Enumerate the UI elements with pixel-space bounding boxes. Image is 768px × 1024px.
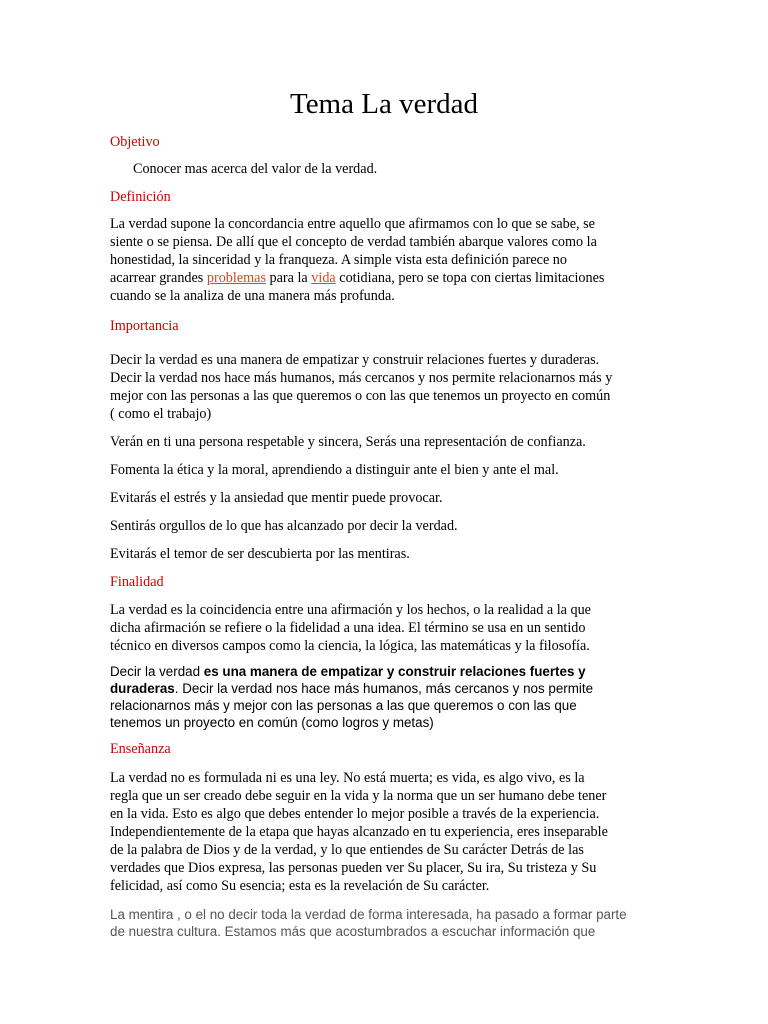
finalidad-paragraph <box>110 601 670 655</box>
link-problemas[interactable]: problemas <box>206 270 266 286</box>
text-line: relacionarnos más y mejor con las personas a las que queremos o con las que <box>110 698 577 713</box>
heading-finalidad: Finalidad <box>110 574 164 590</box>
text-line: felicidad, así como Su esencia; esta es la revelación de Su carácter. <box>110 878 490 894</box>
text-line: dicha afirmación se refiere o la fidelidad a una idea. El término se usa en un sentido <box>110 620 586 636</box>
link-vida[interactable]: vida <box>311 270 336 286</box>
text-line: verdades que Dios expresa, las personas pueden ver Su placer, Su ira, Su tristeza y Su <box>110 860 597 876</box>
ensenanza-paragraph <box>110 769 670 895</box>
text-line: La verdad supone la concordancia entre aquello que afirmamos con lo que se sabe, se <box>110 216 595 232</box>
text-line: en la vida. Esto es algo que debes entender lo mejor posible a través de la experiencia. <box>110 806 600 822</box>
heading-objetivo: Objetivo <box>110 134 160 150</box>
text-line: ( como el trabajo) <box>110 406 212 422</box>
text-line: honestidad, la sinceridad y la franqueza. A simple vista esta definición parece no <box>110 252 567 268</box>
bold-text: duraderas <box>110 681 175 696</box>
text-line: técnico en diversos campos como la ciencia, la lógica, las matemáticas y la filosofía. <box>110 638 590 654</box>
document-title: Tema La verdad <box>290 88 478 120</box>
importancia-paragraph <box>110 351 670 423</box>
text-line <box>110 680 650 697</box>
importancia-point: Evitarás el estrés y la ansiedad que mentir puede provocar. <box>110 490 443 506</box>
text-line: regla que un ser creado debe seguir en la vida y la norma que un ser humano debe tener <box>110 788 607 804</box>
text-line: La mentira , o el no decir toda la verdad de forma interesada, ha pasado a formar parte <box>110 907 627 922</box>
importancia-point: Evitarás el temor de ser descubierta por las mentiras. <box>110 546 410 562</box>
importancia-point: Sentirás orgullos de lo que has alcanzado por decir la verdad. <box>110 518 458 534</box>
text-line <box>110 269 670 287</box>
text-line: La verdad no es formulada ni es una ley. No está muerta; es vida, es algo vivo, es la <box>110 770 585 786</box>
importancia-point: Verán en ti una persona respetable y sincera, Serás una representación de confianza. <box>110 434 586 450</box>
heading-definicion: Definición <box>110 189 171 205</box>
text-run: para la <box>265 270 312 286</box>
heading-ensenanza: Enseñanza <box>110 741 171 757</box>
text-run: . Decir la verdad nos hace más humanos, más cercanos y nos permite <box>174 681 594 696</box>
text-line: Decir la verdad nos hace más humanos, más cercanos y nos permite relacionarnos más y <box>110 370 613 386</box>
text-line: Decir la verdad es una manera de empatizar y construir relaciones fuertes y duraderas. <box>110 352 600 368</box>
text-line: La verdad es la coincidencia entre una afirmación y los hechos, o la realidad a la que <box>110 602 591 618</box>
text-line: Independientemente de la etapa que hayas alcanzado en tu experiencia, eres inseparable <box>110 824 608 840</box>
text-line: de la palabra de Dios y de la verdad, y lo que entiendes de Su carácter Detrás de las <box>110 842 584 858</box>
importancia-point: Fomenta la ética y la moral, aprendiendo a distinguir ante el bien y ante el mal. <box>110 462 559 478</box>
definicion-paragraph <box>110 215 670 305</box>
text-line: tenemos un proyecto en común (como logros y metas) <box>110 715 434 730</box>
text-line: cuando se la analiza de una manera más profunda. <box>110 288 395 304</box>
text-line: siente o se piensa. De allí que el concepto de verdad también abarque valores como la <box>110 234 597 250</box>
objetivo-text: Conocer mas acerca del valor de la verdad. <box>133 161 378 177</box>
text-line: de nuestra cultura. Estamos más que acostumbrados a escuchar información que <box>110 924 596 939</box>
text-run: Decir la verdad <box>110 664 204 679</box>
heading-importancia: Importancia <box>110 318 179 334</box>
text-run: cotidiana, pero se topa con ciertas limitaciones <box>335 270 605 286</box>
text-line: mejor con las personas a las que queremos o con las que tenemos un proyecto en común <box>110 388 611 404</box>
bold-text: es una manera de empatizar y construir relaciones fuertes y <box>203 664 586 679</box>
finalidad-sans-paragraph <box>110 663 650 731</box>
text-line <box>110 663 650 680</box>
ensenanza-gray-paragraph <box>110 906 650 940</box>
text-run: acarrear grandes <box>110 270 207 286</box>
